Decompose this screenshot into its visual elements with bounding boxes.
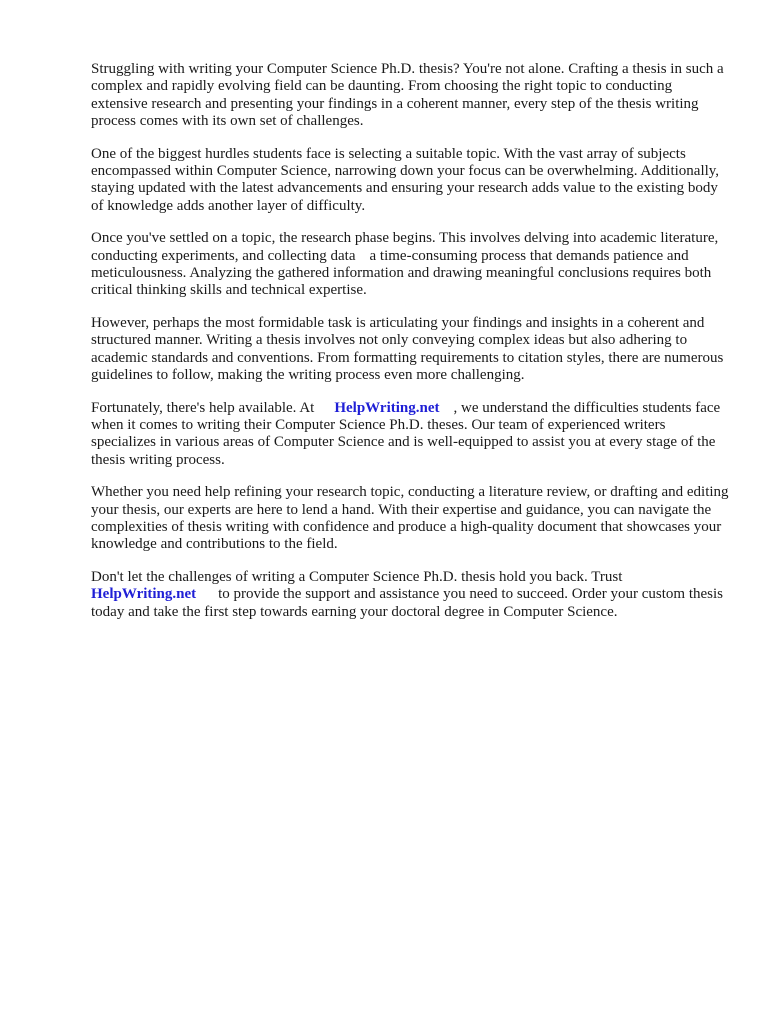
helpwriting-link[interactable]: HelpWriting.net: [334, 399, 440, 416]
paragraph-topic-selection: One of the biggest hurdles students face is selecting a suitable topic. With the vast array of subjects encompassed within Computer Science, narrowing down your focus can be overwhelming. Additionally, staying updated with the latest advancements and ensuring your research adds value to the existing body of knowledge adds another layer of difficulty.: [91, 145, 720, 214]
paragraph-cta-text-start: Don't let the challenges of writing a Computer Science Ph.D. thesis hold you back. Trust: [91, 568, 623, 585]
paragraph-help-available: [91, 400, 731, 470]
paragraph-intro: Struggling with writing your Computer Science Ph.D. thesis? You're not alone. Crafting a thesis in such a complex and rapidly evolving field can be daunting. From choosing the right topic to conducting extensive research and presenting your findings in a coherent manner, every step of the thesis writing process comes with its own set of challenges.: [91, 61, 724, 130]
paragraph-cta-text-end: to provide the support and assistance you need to succeed. Order your custom thesis today and take the first step towards earning your doctoral degree in Computer Science.: [91, 586, 724, 620]
paragraph-help-text-start: Fortunately, there's help available. At: [91, 399, 315, 416]
paragraph-help-text-end: , we understand the difficulties students face when it comes to writing their Computer Science Ph.D. theses. Our team of experienced writers specializes in various areas of Computer Science and is well-equipped to assist you at every stage of the thesis writing process.: [91, 399, 721, 468]
document-body: [91, 61, 731, 636]
paragraph-services: Whether you need help refining your research topic, conducting a literature review, or drafting and editing your thesis, our experts are here to lend a hand. With their expertise and guidance, you can navigate the complexities of thesis writing with confidence and produce a high-quality document that showcases your knowledge and contributions to the field.: [91, 484, 729, 553]
paragraph-research-text-end: a time-consuming process that demands patience and meticulousness. Analyzing the gathered information and drawing meaningful conclusions requires both critical thinking skills and technical expertise.: [91, 247, 712, 299]
paragraph-research-text-start: Once you've settled on a topic, the research phase begins. This involves delving into academic literature, conducting experiments, and collecting data: [91, 230, 719, 264]
paragraph-research-phase: [91, 230, 731, 300]
paragraph-writing-challenges: However, perhaps the most formidable task is articulating your findings and insights in a coherent and structured manner. Writing a thesis involves not only conveying complex ideas but also adhering to academic standards and conventions. From formatting requirements to citation styles, there are numerous guidelines to follow, making the writing process even more challenging.: [91, 314, 724, 384]
helpwriting-link-cta[interactable]: HelpWriting.net: [91, 586, 197, 603]
paragraph-call-to-action: [91, 569, 731, 621]
